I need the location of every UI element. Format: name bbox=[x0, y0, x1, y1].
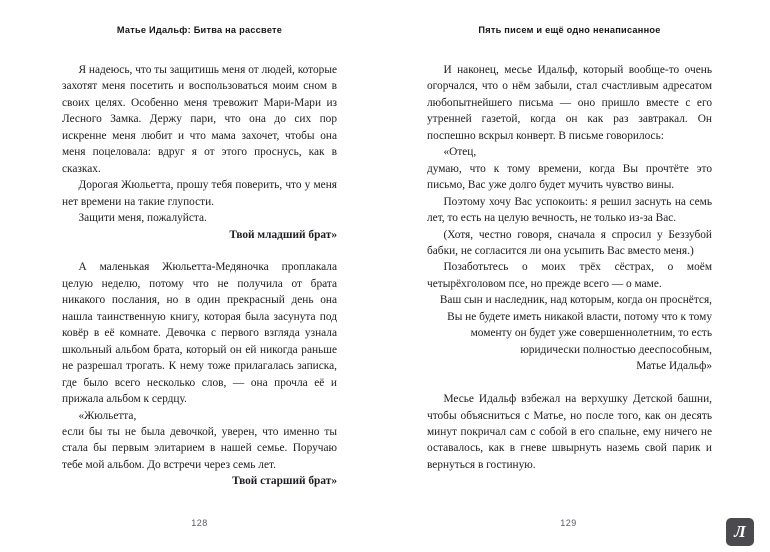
paragraph: если бы ты не была девочкой, уверен, что именно ты стала бы первым элитарием в нашей семье. Поручаю тебе мой альбом. До встречи через семь лет. bbox=[62, 425, 337, 471]
labirint-logo-glyph: Л bbox=[734, 522, 746, 541]
left-running-head: Матье Идальф: Битва на рассвете bbox=[116, 25, 283, 35]
paragraph: (Хотя, честно говоря, сначала я спросил у Беззубой бабки, не согласится ли она усыпить Вас вместо меня.) bbox=[427, 228, 712, 257]
letter-signature: Твой старший брат» bbox=[232, 475, 337, 488]
right-page-text bbox=[427, 62, 712, 473]
labirint-logo bbox=[726, 518, 754, 546]
left-page-number: 128 bbox=[191, 518, 208, 528]
paragraph: Месье Идальф взбежал на верхушку Детской башни, чтобы объясниться с Матье, но после того, как он десять минут покричал сам с собой в его спальне, ему ничего не оставалось, как в гневе швырнуть наземь свой парик и вернуться в гостиную. bbox=[427, 393, 712, 471]
paragraph: Защити меня, пожалуйста. bbox=[78, 212, 207, 225]
letter-closing: Ваш сын и наследник, над которым, когда он проснётся, Вы не будете иметь никакой власти, потому что к тому моменту он будет уже совершеннолетним, то есть юридически полностью дееспособным, bbox=[439, 294, 712, 356]
paragraph: Поэтому хочу Вас успокоить: я решил заснуть на семь лет, то есть на целую вечность, не только из-за Вас. bbox=[427, 195, 712, 225]
right-page bbox=[385, 0, 770, 552]
right-running-head: Пять писем и ещё одно ненаписанное bbox=[478, 25, 661, 35]
paragraph: Я надеюсь, что ты защитишь меня от людей, которые захотят меня посетить и воспользоваться моим сном в своих целях. Особенно меня тревожит Мари-Мари из Лесного Замка. Держу пари, что она до сих пор искренне меня любит и что мама захочет, чтобы она меня поцеловала: вдруг я от этого проснусь, как в сказках. bbox=[62, 64, 337, 175]
letter-signature: Матье Идальф» bbox=[636, 360, 712, 373]
right-page-number: 129 bbox=[560, 518, 577, 528]
letter-salutation: «Отец, bbox=[443, 146, 477, 159]
paragraph: А маленькая Жюльетта-Медяночка проплакала целую неделю, потому что не получила от брата никакого послания, но в один прекрасный день она нашла таинственную книгу, которая была засунута под ковёр в её комнате. Девочка с первого взгляда узнала школьный альбом брата, который он ей никогда раньше не разрешал трогать. К нему тоже прилагалась записка, где было всего несколько слов, — она прочла её и прижала альбом к сердцу. bbox=[62, 261, 337, 406]
left-page-text bbox=[62, 62, 337, 490]
letter-salutation: «Жюльетта, bbox=[78, 409, 137, 422]
paragraph: И наконец, месье Идальф, который вообще-то очень огорчался, что о нём забыли, стал счастливым адресатом любопытнейшего письма — оно пришло вместе с его утренней газетой, когда он как раз завтракал. Он поспешно вскрыл конверт. В письме говорилось: bbox=[427, 64, 712, 142]
paragraph: думаю, что к тому времени, когда Вы прочтёте это письмо, Вас уже долго будет мучить чувство вины. bbox=[427, 162, 712, 192]
paragraph: Позаботьтесь о моих трёх сёстрах, о моём четырёхголовом псе, но прежде всего — о маме. bbox=[427, 261, 712, 290]
paragraph: Дорогая Жюльетта, прошу тебя поверить, что у меня нет времени на такие глупости. bbox=[62, 179, 337, 208]
letter-signature: Твой младший брат» bbox=[229, 228, 337, 241]
